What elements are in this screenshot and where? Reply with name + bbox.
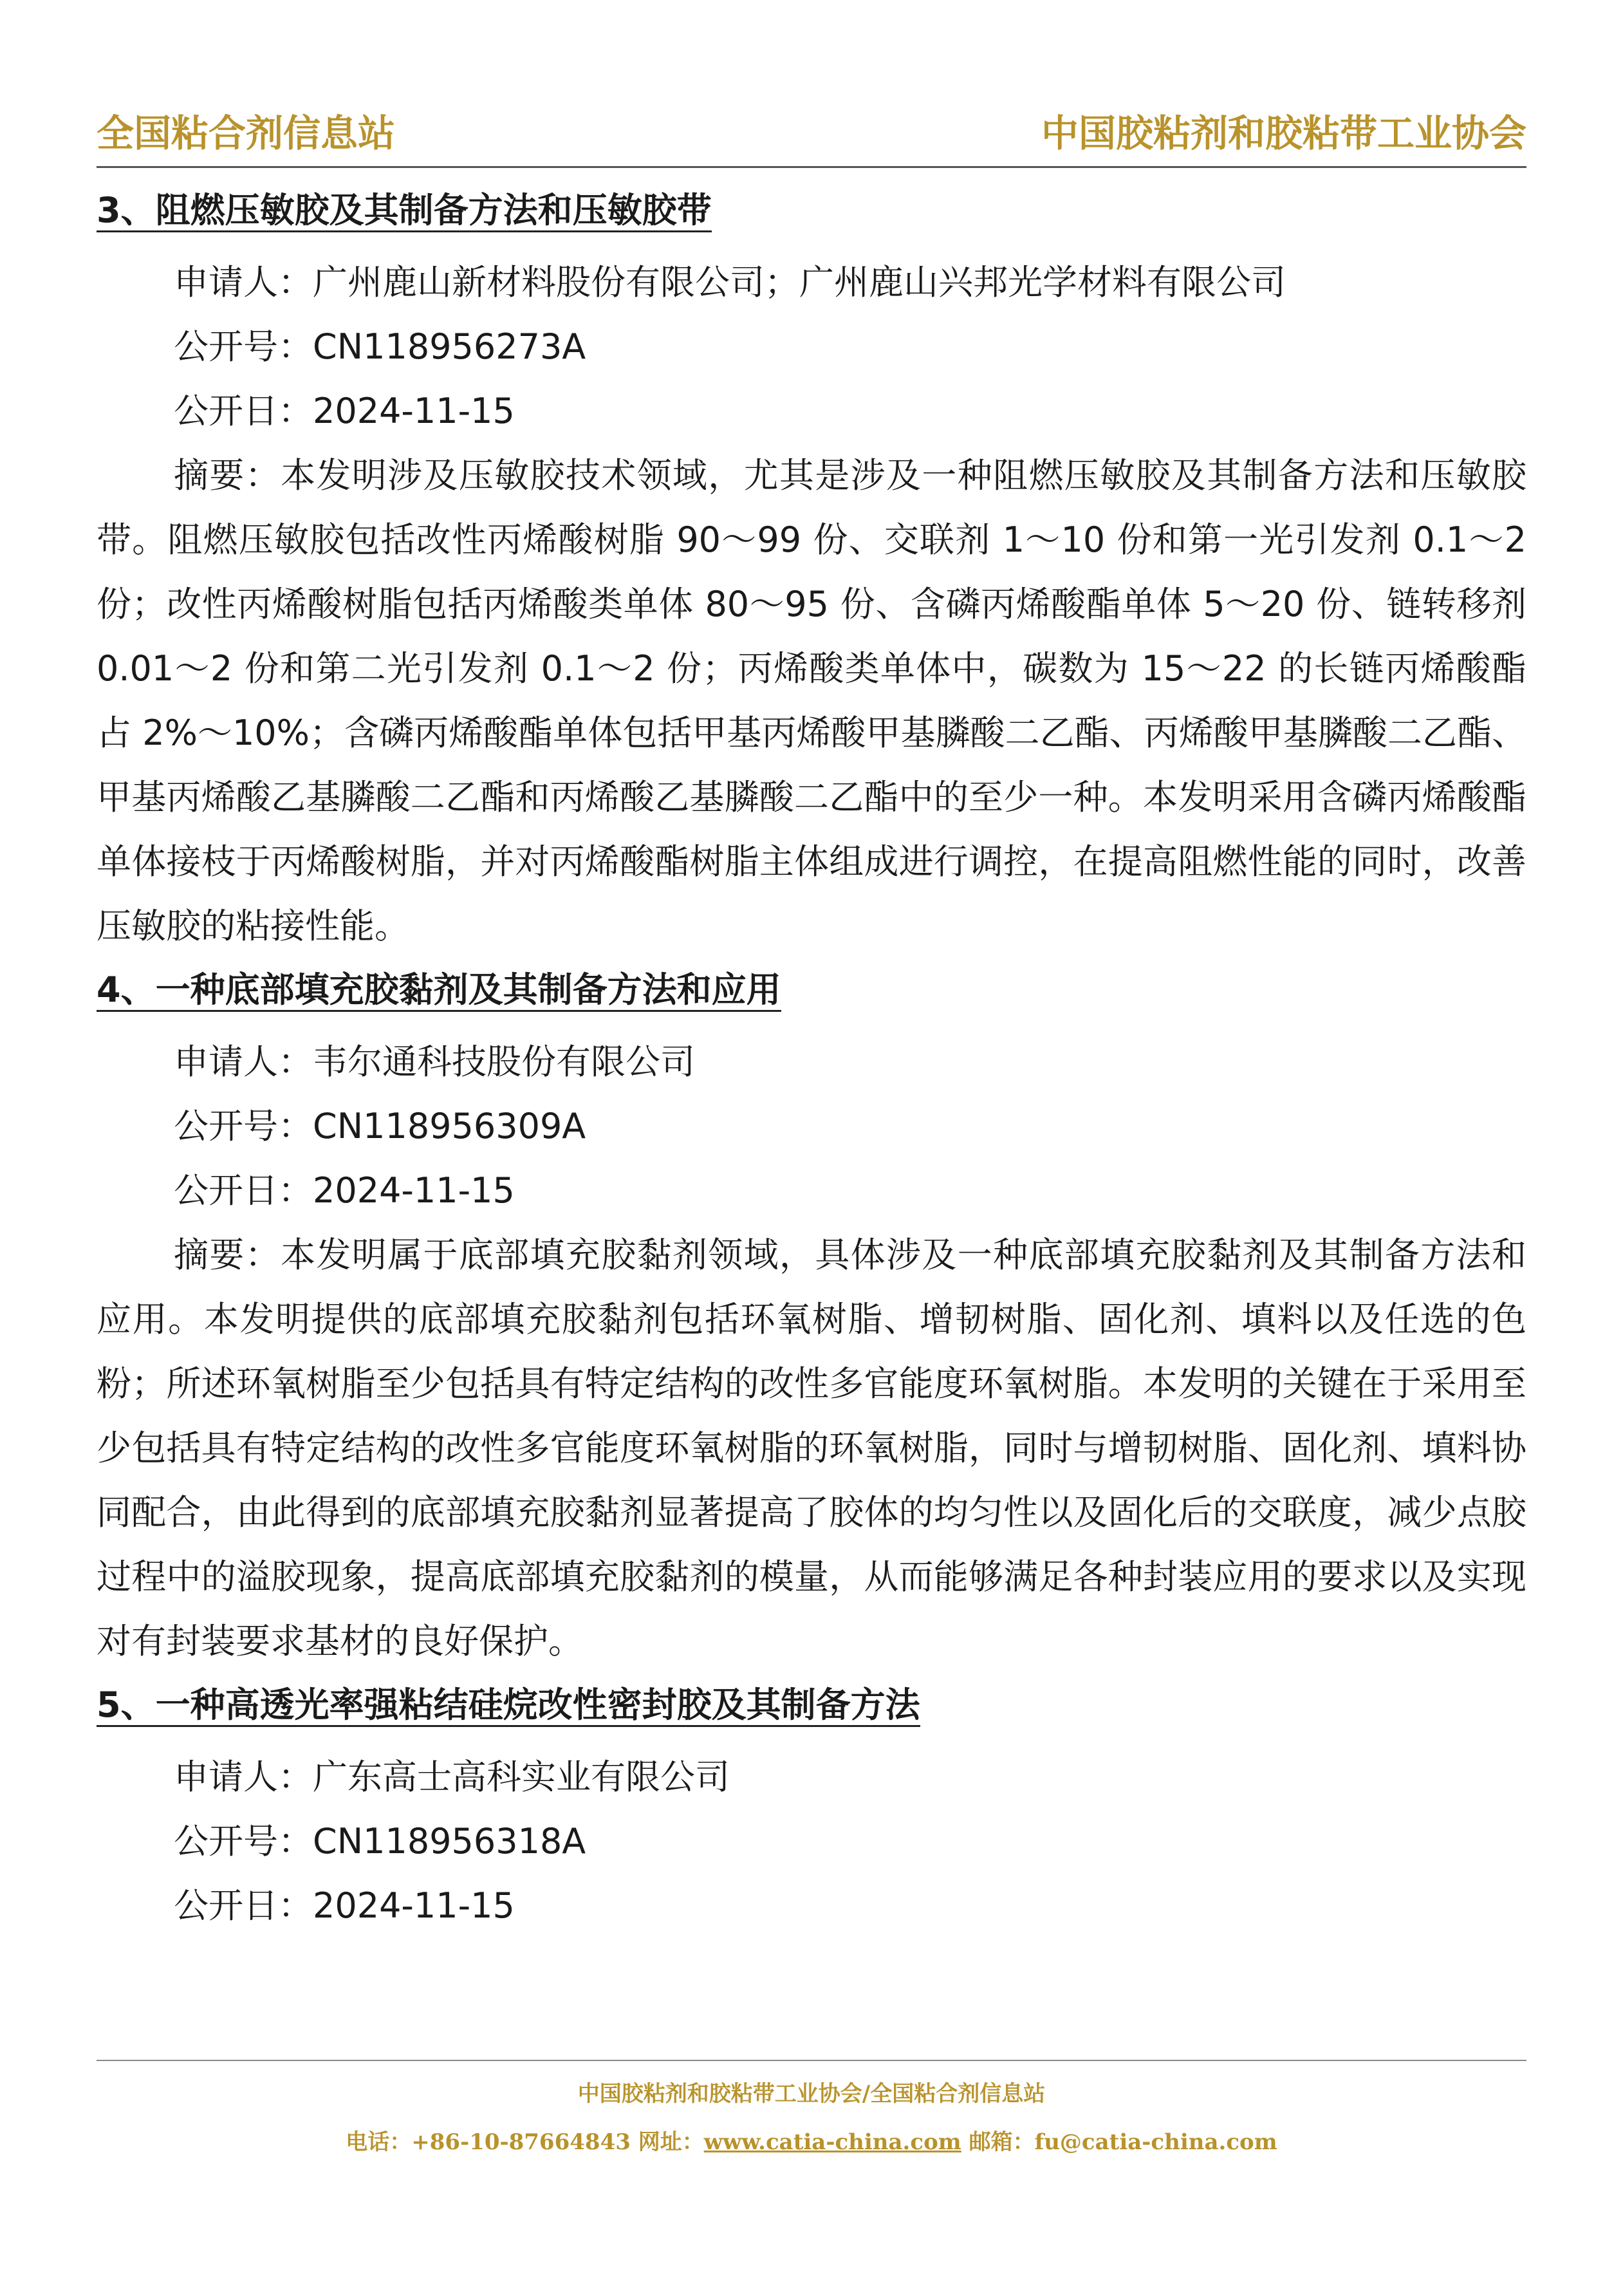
abstract-text: 本发明涉及压敏胶技术领域，尤其是涉及一种阻燃压敏胶及其制备方法和压敏胶带。阻燃压敏胶包括改性丙烯酸树脂 90～99 份、交联剂 1～10 份和第一光引发剂 0.1～2 份；改性丙烯酸树脂包括丙烯酸类单体 80～95 份、含磷丙烯酸酯单体 5～20 份、链转移剂 0.01～2 份和第二光引发剂 0.1～2 份；丙烯酸类单体中，碳数为 15～22 的长链丙烯酸酯占 2%～10%；含磷丙烯酸酯单体包括甲基丙烯酸甲基膦酸二乙酯、丙烯酸甲基膦酸二乙酯、甲基丙烯酸乙基膦酸二乙酯和丙烯酸乙基膦酸二乙酯中的至少一种。本发明采用含磷丙烯酸酯单体接枝于丙烯酸树脂，并对丙烯酸酯树脂主体组成进行调控，在提高阻燃性能的同时，改善压敏胶的粘接性能。 xyxy=(97,455,1527,946)
pub-no-value: CN118956318A xyxy=(313,1821,586,1862)
applicant-label: 申请人： xyxy=(174,1757,313,1797)
abstract-paragraph xyxy=(97,1223,1526,1674)
applicant-line xyxy=(97,1030,1526,1094)
pub-date-value: 2024-11-15 xyxy=(313,1885,515,1926)
applicant-line xyxy=(97,1745,1526,1809)
applicant-label: 申请人： xyxy=(174,1041,313,1082)
header-right-title: 中国胶粘剂和胶粘带工业协会 xyxy=(1041,111,1526,155)
patent-title: 3、阻燃压敏胶及其制备方法和压敏胶带 xyxy=(97,193,712,232)
website-link[interactable]: www.catia-china.com xyxy=(703,2129,961,2155)
abstract-text: 本发明属于底部填充胶黏剂领域，具体涉及一种底部填充胶黏剂及其制备方法和应用。本发明提供的底部填充胶黏剂包括环氧树脂、增韧树脂、固化剂、填料以及任选的色粉；所述环氧树脂至少包括具有特定结构的改性多官能度环氧树脂。本发明的关键在于采用至少包括具有特定结构的改性多官能度环氧树脂的环氧树脂，同时与增韧树脂、固化剂、填料协同配合，由此得到的底部填充胶黏剂显著提高了胶体的均匀性以及固化后的交联度，减少点胶过程中的溢胶现象，提高底部填充胶黏剂的模量，从而能够满足各种封装应用的要求以及实现对有封装要求基材的良好保护。 xyxy=(97,1235,1527,1661)
document-body xyxy=(97,190,1527,1938)
pub-date-label: 公开日： xyxy=(174,391,313,431)
applicant-line xyxy=(97,250,1526,315)
abstract-label: 摘要： xyxy=(174,1235,281,1275)
pub-no-label: 公开号： xyxy=(174,1821,313,1862)
pub-no-value: CN118956309A xyxy=(313,1106,586,1146)
patent-entry-4 xyxy=(97,958,1526,1674)
patent-entry-5 xyxy=(97,1674,1526,1938)
footer-divider xyxy=(97,2060,1526,2061)
pub-date-label: 公开日： xyxy=(174,1885,313,1926)
pub-no-value: CN118956273A xyxy=(313,326,586,367)
applicant-value: 韦尔通科技股份有限公司 xyxy=(313,1041,695,1082)
pub-date-line xyxy=(97,1874,1526,1938)
abstract-label: 摘要： xyxy=(174,455,281,496)
pub-no-line xyxy=(97,1809,1526,1874)
pub-date-line xyxy=(97,1159,1526,1223)
header-divider xyxy=(97,166,1526,168)
pub-date-value: 2024-11-15 xyxy=(313,1170,515,1211)
phone-label: 电话： xyxy=(346,2129,412,2155)
pub-no-label: 公开号： xyxy=(174,326,313,367)
applicant-value: 广东高士高科实业有限公司 xyxy=(313,1757,730,1797)
patent-title: 4、一种底部填充胶黏剂及其制备方法和应用 xyxy=(97,973,781,1012)
footer-contact xyxy=(0,2124,1623,2156)
applicant-label: 申请人： xyxy=(174,262,313,303)
pub-date-label: 公开日： xyxy=(174,1170,313,1211)
pub-date-value: 2024-11-15 xyxy=(313,391,515,431)
pub-no-line xyxy=(97,315,1526,379)
site-label: 网址： xyxy=(638,2129,704,2155)
pub-no-line xyxy=(97,1094,1526,1159)
email-value: fu@catia-china.com xyxy=(1034,2129,1277,2155)
patent-entry-3 xyxy=(97,190,1527,958)
header-left-title: 全国粘合剂信息站 xyxy=(97,111,396,155)
phone-value: +86-10-87664843 xyxy=(411,2129,631,2155)
footer-organization: 中国胶粘剂和胶粘带工业协会/全国粘合剂信息站 xyxy=(577,2081,1046,2107)
pub-date-line xyxy=(97,379,1526,443)
patent-title: 5、一种高透光率强粘结硅烷改性密封胶及其制备方法 xyxy=(97,1688,920,1727)
pub-no-label: 公开号： xyxy=(174,1106,313,1146)
abstract-paragraph xyxy=(97,443,1526,958)
email-label: 邮箱： xyxy=(969,2129,1035,2155)
applicant-value: 广州鹿山新材料股份有限公司；广州鹿山兴邦光学材料有限公司 xyxy=(313,262,1286,303)
